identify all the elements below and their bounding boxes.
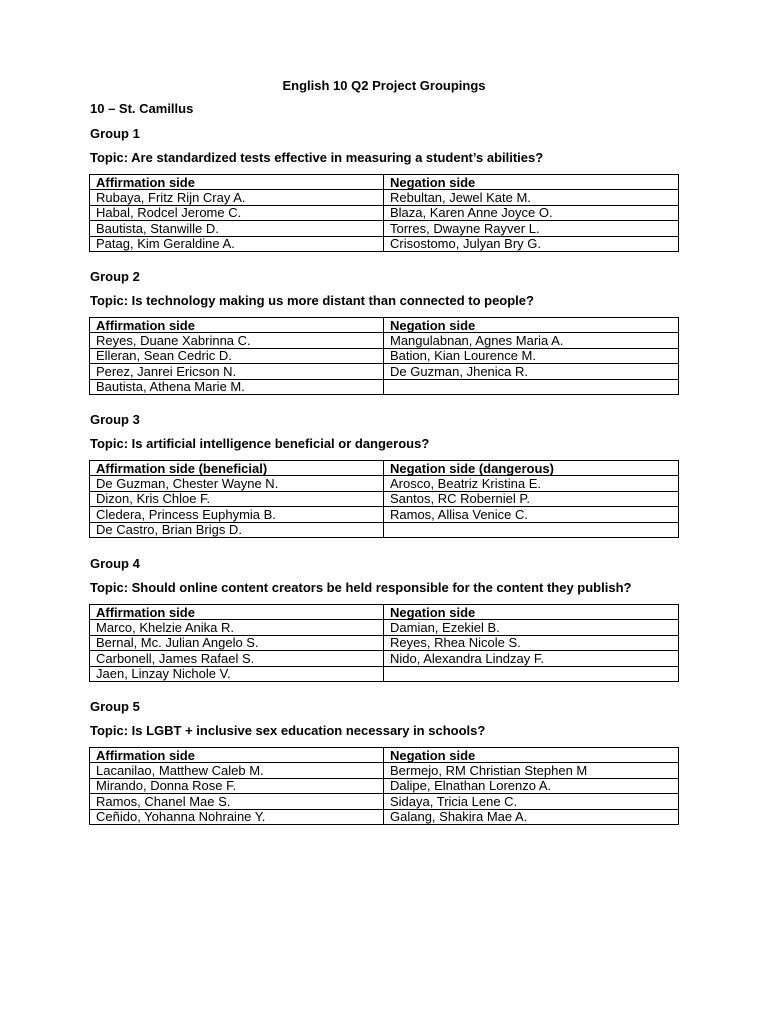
- affirmation-header: Affirmation side: [90, 748, 384, 763]
- table-row: [90, 205, 679, 220]
- negation-cell: Santos, RC Roberniel P.: [384, 491, 679, 506]
- table-row: [90, 651, 679, 666]
- affirmation-cell: Reyes, Duane Xabrinna C.: [90, 333, 384, 348]
- document-title: English 10 Q2 Project Groupings: [282, 78, 486, 93]
- table-row: [90, 794, 679, 809]
- table-row: [90, 809, 679, 824]
- affirmation-cell: Mirando, Donna Rose F.: [90, 778, 384, 793]
- affirmation-cell: Bautista, Stanwille D.: [90, 221, 384, 236]
- affirmation-cell: Ramos, Chanel Mae S.: [90, 794, 384, 809]
- group-label: Group 5: [90, 699, 140, 714]
- negation-cell: Nido, Alexandra Lindzay F.: [384, 651, 679, 666]
- negation-cell: Sidaya, Tricia Lene C.: [384, 794, 679, 809]
- affirmation-header: Affirmation side: [90, 605, 384, 620]
- affirmation-header: Affirmation side: [90, 175, 384, 190]
- negation-cell: Mangulabnan, Agnes Maria A.: [384, 333, 679, 348]
- table-row: [90, 620, 679, 635]
- table-row: [90, 190, 679, 205]
- negation-cell: Crisostomo, Julyan Bry G.: [384, 236, 679, 251]
- negation-cell: Arosco, Beatriz Kristina E.: [384, 476, 679, 491]
- affirmation-cell: De Castro, Brian Brigs D.: [90, 522, 384, 537]
- group-table: [89, 174, 679, 252]
- negation-cell: Blaza, Karen Anne Joyce O.: [384, 205, 679, 220]
- affirmation-cell: Rubaya, Fritz Rijn Cray A.: [90, 190, 384, 205]
- table-row: [90, 778, 679, 793]
- negation-cell: Dalipe, Elnathan Lorenzo A.: [384, 778, 679, 793]
- negation-cell: [384, 379, 679, 394]
- affirmation-header: Affirmation side (beneficial): [90, 461, 384, 476]
- group-label: Group 2: [90, 269, 140, 284]
- table-row: [90, 522, 679, 537]
- table-header-row: [90, 461, 679, 476]
- negation-header: Negation side (dangerous): [384, 461, 679, 476]
- negation-header: Negation side: [384, 605, 679, 620]
- affirmation-cell: Ceñido, Yohanna Nohraine Y.: [90, 809, 384, 824]
- negation-cell: Torres, Dwayne Rayver L.: [384, 221, 679, 236]
- table-row: [90, 236, 679, 251]
- affirmation-cell: Cledera, Princess Euphymia B.: [90, 507, 384, 522]
- table-row: [90, 666, 679, 681]
- negation-cell: Bermejo, RM Christian Stephen M: [384, 763, 679, 778]
- affirmation-cell: Elleran, Sean Cedric D.: [90, 348, 384, 363]
- negation-header: Negation side: [384, 318, 679, 333]
- table-header-row: [90, 175, 679, 190]
- affirmation-cell: Patag, Kim Geraldine A.: [90, 236, 384, 251]
- group-topic: Topic: Is technology making us more distant than connected to people?: [90, 293, 534, 308]
- table-header-row: [90, 748, 679, 763]
- affirmation-cell: Lacanilao, Matthew Caleb M.: [90, 763, 384, 778]
- table-row: [90, 763, 679, 778]
- table-row: [90, 635, 679, 650]
- affirmation-cell: Carbonell, James Rafael S.: [90, 651, 384, 666]
- affirmation-cell: Habal, Rodcel Jerome C.: [90, 205, 384, 220]
- section-label: 10 – St. Camillus: [90, 101, 194, 116]
- negation-cell: [384, 666, 679, 681]
- group-topic: Topic: Is artificial intelligence beneficial or dangerous?: [90, 436, 430, 451]
- affirmation-header: Affirmation side: [90, 318, 384, 333]
- table-row: [90, 348, 679, 363]
- negation-cell: De Guzman, Jhenica R.: [384, 364, 679, 379]
- affirmation-cell: Dizon, Kris Chloe F.: [90, 491, 384, 506]
- negation-header: Negation side: [384, 748, 679, 763]
- group-table: [89, 604, 679, 682]
- affirmation-cell: Perez, Janrei Ericson N.: [90, 364, 384, 379]
- table-row: [90, 221, 679, 236]
- group-table: [89, 317, 679, 395]
- group-topic: Topic: Are standardized tests effective in measuring a student’s abilities?: [90, 150, 544, 165]
- affirmation-cell: Bernal, Mc. Julian Angelo S.: [90, 635, 384, 650]
- table-row: [90, 491, 679, 506]
- affirmation-cell: Marco, Khelzie Anika R.: [90, 620, 384, 635]
- group-table: [89, 460, 679, 538]
- table-header-row: [90, 318, 679, 333]
- group-topic: Topic: Should online content creators be held responsible for the content they publish?: [90, 580, 632, 595]
- affirmation-cell: Bautista, Athena Marie M.: [90, 379, 384, 394]
- table-row: [90, 476, 679, 491]
- table-header-row: [90, 605, 679, 620]
- negation-cell: Ramos, Allisa Venice C.: [384, 507, 679, 522]
- negation-cell: Reyes, Rhea Nicole S.: [384, 635, 679, 650]
- table-row: [90, 507, 679, 522]
- group-label: Group 1: [90, 126, 140, 141]
- negation-cell: Damian, Ezekiel B.: [384, 620, 679, 635]
- table-row: [90, 379, 679, 394]
- negation-cell: Galang, Shakira Mae A.: [384, 809, 679, 824]
- group-label: Group 3: [90, 412, 140, 427]
- negation-cell: [384, 522, 679, 537]
- group-label: Group 4: [90, 556, 140, 571]
- group-topic: Topic: Is LGBT + inclusive sex education necessary in schools?: [90, 723, 486, 738]
- table-row: [90, 333, 679, 348]
- table-row: [90, 364, 679, 379]
- group-table: [89, 747, 679, 825]
- affirmation-cell: De Guzman, Chester Wayne N.: [90, 476, 384, 491]
- negation-cell: Bation, Kian Lourence M.: [384, 348, 679, 363]
- negation-header: Negation side: [384, 175, 679, 190]
- negation-cell: Rebultan, Jewel Kate M.: [384, 190, 679, 205]
- affirmation-cell: Jaen, Linzay Nichole V.: [90, 666, 384, 681]
